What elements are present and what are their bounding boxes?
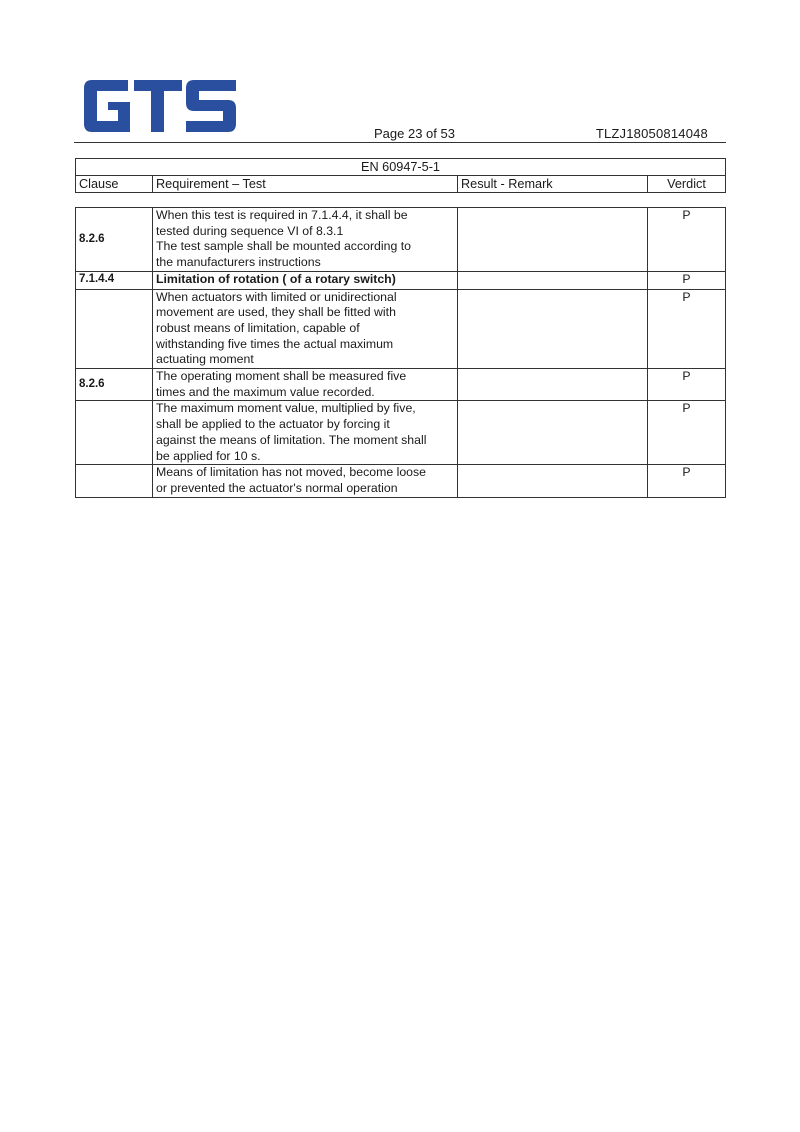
result-cell — [458, 369, 648, 401]
requirement-cell — [153, 271, 458, 289]
table-row — [76, 208, 726, 272]
table-row — [76, 401, 726, 465]
requirement-cell — [153, 465, 458, 497]
result-cell — [458, 465, 648, 497]
requirement-line: be applied for 10 s. — [156, 448, 261, 463]
requirement-line: When actuators with limited or unidirectional — [156, 289, 397, 304]
requirement-cell — [153, 401, 458, 465]
requirement-line: Means of limitation has not moved, become loose — [156, 465, 426, 480]
result-cell — [458, 401, 648, 465]
report-number: TLZJ18050814048 — [595, 126, 708, 141]
requirement-line: actuating moment — [156, 352, 254, 367]
requirement-line: or prevented the actuator's normal operation — [156, 480, 398, 495]
column-header-clause: Clause — [76, 176, 153, 193]
clause-cell — [76, 401, 153, 465]
requirement-line: movement are used, they shall be fitted with — [156, 305, 396, 320]
table-row — [76, 271, 726, 289]
column-header-result: Result - Remark — [458, 176, 648, 193]
clause-cell: 7.1.4.4 — [76, 271, 153, 289]
result-cell — [458, 289, 648, 369]
verdict-cell: P — [648, 369, 726, 401]
column-header-requirement: Requirement – Test — [153, 176, 458, 193]
requirement-line: The operating moment shall be measured five — [156, 369, 407, 384]
requirement-line: against the means of limitation. The moment shall — [156, 432, 427, 447]
requirement-line: the manufacturers instructions — [156, 255, 321, 270]
verdict-cell: P — [648, 401, 726, 465]
clause-cell: 8.2.6 — [76, 369, 153, 401]
requirement-line: tested during sequence VI of 8.3.1 — [156, 223, 344, 238]
verdict-cell: P — [648, 208, 726, 272]
requirement-line: The maximum moment value, multiplied by five, — [156, 401, 416, 416]
gts-logo — [84, 80, 236, 132]
table-row — [76, 465, 726, 497]
verdict-cell: P — [648, 289, 726, 369]
standard-title: EN 60947-5-1 — [76, 159, 726, 176]
clause-cell — [76, 465, 153, 497]
column-header-verdict: Verdict — [648, 176, 726, 193]
table-row — [76, 369, 726, 401]
requirement-cell — [153, 369, 458, 401]
requirement-line: withstanding five times the actual maximum — [156, 336, 394, 351]
verdict-cell: P — [648, 271, 726, 289]
requirement-line: robust means of limitation, capable of — [156, 320, 360, 335]
requirement-cell — [153, 208, 458, 272]
requirement-line: shall be applied to the actuator by forcing it — [156, 417, 390, 432]
requirements-table — [75, 207, 726, 498]
standard-header-table — [75, 158, 726, 193]
requirement-line: times and the maximum value recorded. — [156, 384, 375, 399]
requirement-line: Limitation of rotation ( of a rotary switch) — [156, 271, 396, 286]
page-number: Page 23 of 53 — [374, 126, 455, 141]
requirement-line: The test sample shall be mounted according to — [156, 239, 411, 254]
requirement-line: When this test is required in 7.1.4.4, it shall be — [156, 208, 408, 222]
clause-cell: 8.2.6 — [76, 208, 153, 272]
result-cell — [458, 208, 648, 272]
result-cell — [458, 271, 648, 289]
clause-cell — [76, 289, 153, 369]
table-row — [76, 289, 726, 369]
verdict-cell: P — [648, 465, 726, 497]
header-divider — [74, 142, 726, 143]
requirement-cell — [153, 289, 458, 369]
